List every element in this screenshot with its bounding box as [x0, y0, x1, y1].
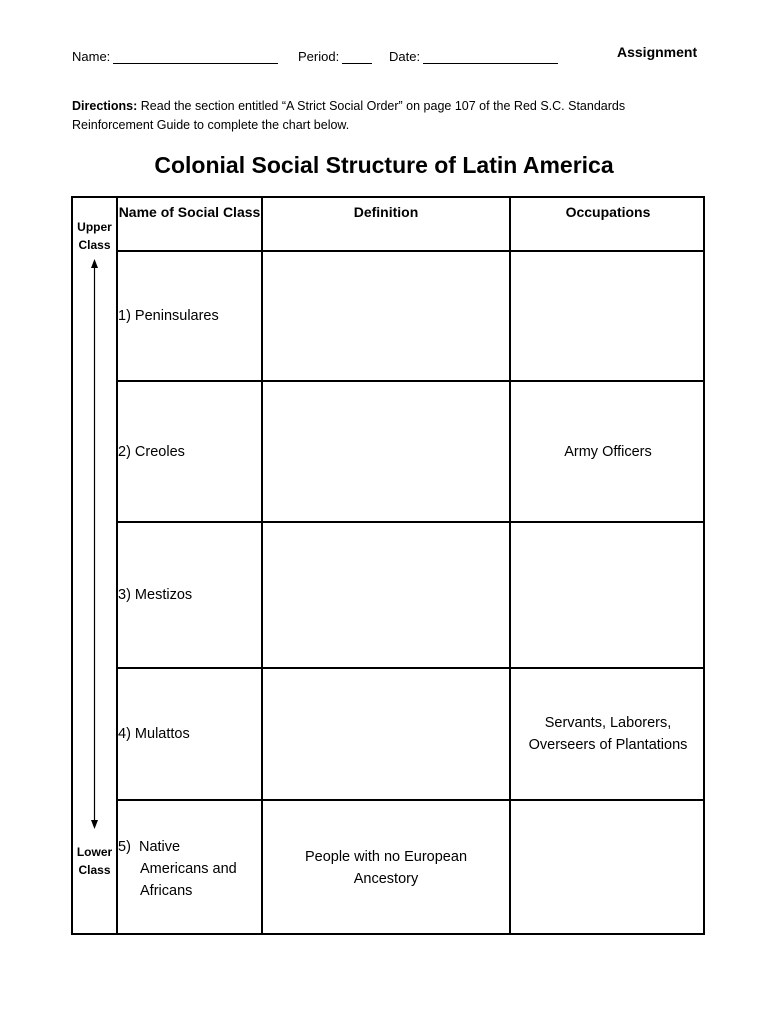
- class-name: 3) Mestizos: [118, 587, 193, 603]
- occupations-cell[interactable]: [509, 523, 705, 667]
- header-occupations: Occupations: [509, 198, 705, 250]
- assignment-label: Assignment: [617, 44, 698, 60]
- lower-class-label: Lower Class: [76, 845, 113, 877]
- occupations-cell[interactable]: [509, 801, 705, 935]
- definition-cell[interactable]: People with no European Ancestory: [261, 801, 509, 935]
- class-name: 2) Creoles: [118, 443, 185, 460]
- definition-cell[interactable]: [261, 252, 509, 380]
- upper-class-label: Upper Class: [77, 220, 112, 252]
- date-label: Date:: [389, 49, 421, 64]
- class-name: 4) Mulattos: [118, 726, 190, 742]
- double-arrow-icon: [71, 196, 118, 935]
- header-name-of-social-class: Name of Social Class: [118, 204, 261, 220]
- directions-lead: Directions:: [72, 99, 138, 113]
- definition-cell[interactable]: [261, 382, 509, 521]
- definition-cell[interactable]: [261, 669, 509, 799]
- table-row: [118, 250, 705, 380]
- name-field[interactable]: [72, 49, 278, 64]
- table-row: [118, 667, 705, 799]
- directions-text: Read the section entitled “A Strict Social Order” on page 107 of the Red S.C. Standards Reinforcement Guide to complete the chart below.: [72, 99, 626, 132]
- page-title: Colonial Social Structure of Latin America: [154, 152, 614, 178]
- occupations-cell[interactable]: [509, 252, 705, 380]
- definition-cell[interactable]: [261, 523, 509, 667]
- name-label: Name:: [72, 49, 111, 64]
- class-name: 1) Peninsulares: [118, 308, 219, 324]
- header-definition: Definition: [261, 198, 509, 250]
- table-row: [118, 380, 705, 521]
- table-header-row: [118, 198, 705, 250]
- occupations-cell[interactable]: Servants, Laborers, Overseers of Plantations: [509, 669, 705, 799]
- date-field[interactable]: [389, 49, 558, 64]
- date-blank[interactable]: [423, 51, 558, 64]
- name-blank[interactable]: [113, 51, 278, 64]
- period-label: Period:: [298, 49, 340, 64]
- class-name-native-americans-africans: 5) Native Americans and Africans: [118, 839, 237, 899]
- occupations-cell[interactable]: Army Officers: [509, 382, 705, 521]
- directions: [72, 97, 692, 135]
- table-row: [118, 521, 705, 667]
- header-fields: [72, 47, 712, 67]
- period-blank[interactable]: [342, 51, 372, 64]
- period-field[interactable]: [298, 49, 372, 64]
